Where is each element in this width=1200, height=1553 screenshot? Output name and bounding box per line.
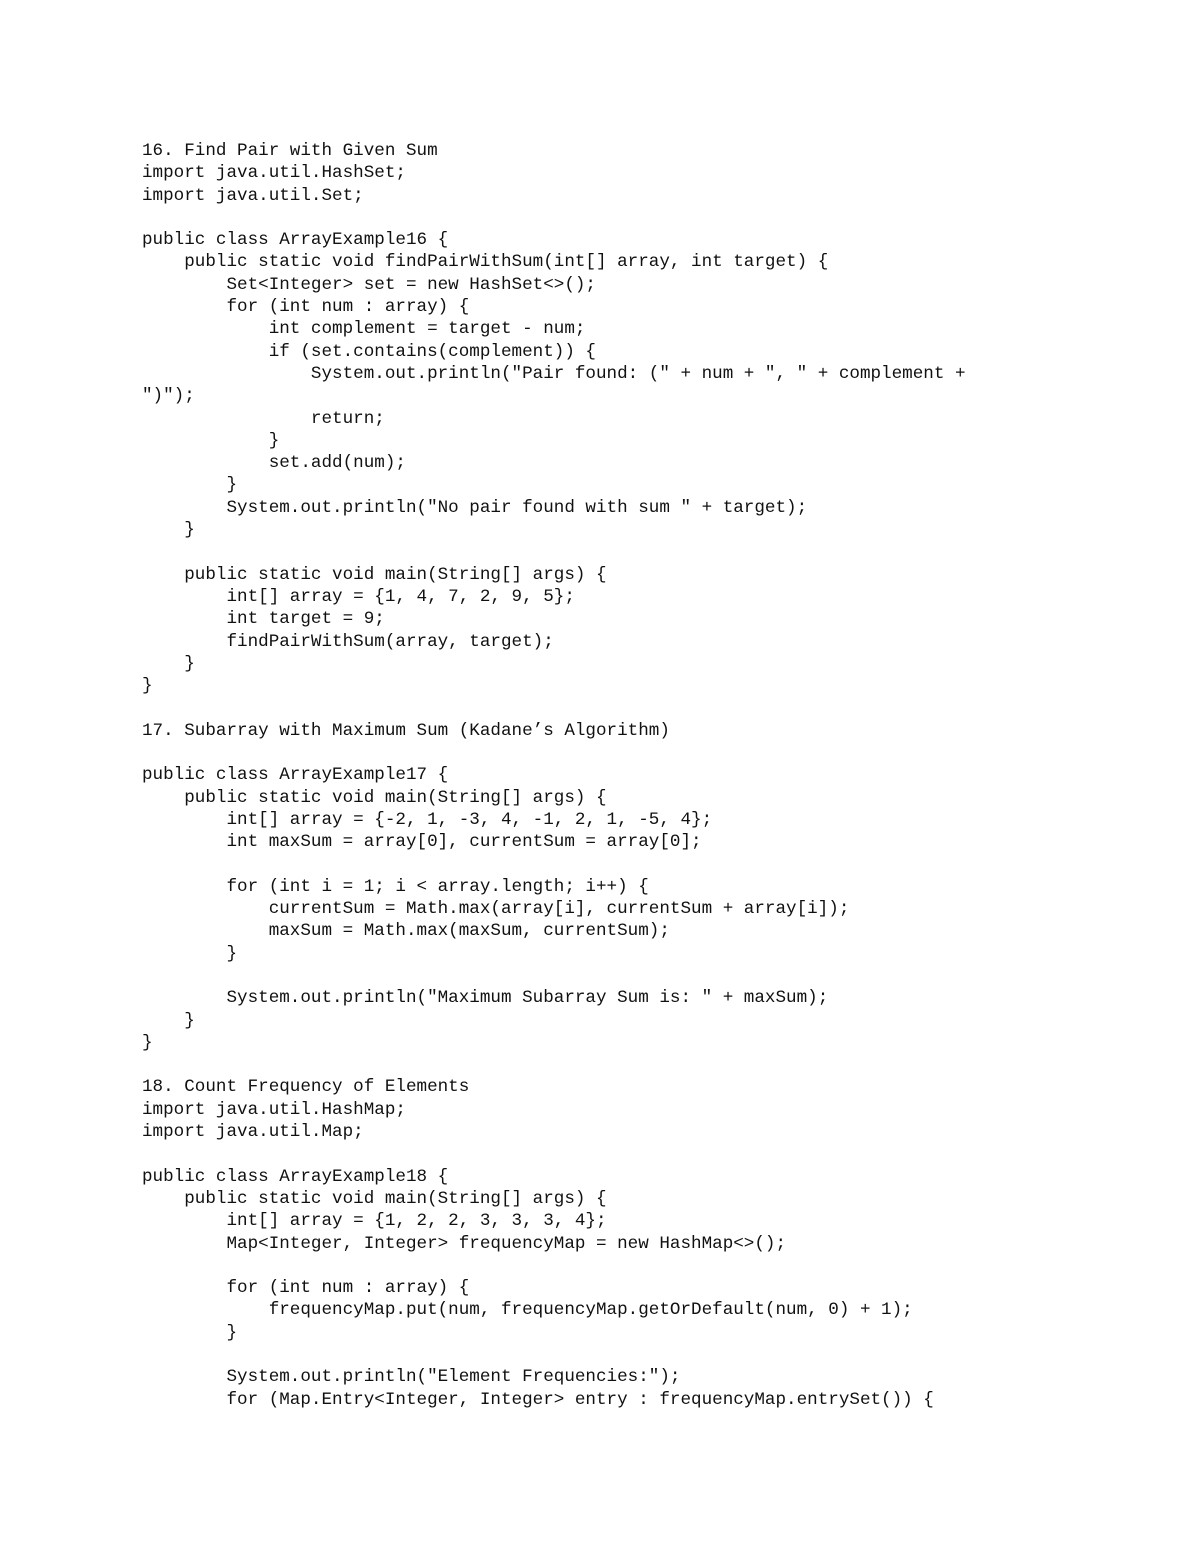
code-line: int complement = target - num; xyxy=(142,319,586,340)
code-line: currentSum = Math.max(array[i], currentSum + array[i]); xyxy=(142,899,850,920)
code-line: System.out.println("Element Frequencies:"); xyxy=(142,1367,681,1388)
blank-line xyxy=(142,1143,1142,1165)
blank-line xyxy=(142,1344,1142,1366)
code-line: for (int num : array) { xyxy=(142,1278,470,1299)
code-line: import java.util.Set; xyxy=(142,185,364,206)
code-line: for (int i = 1; i < array.length; i++) { xyxy=(142,876,649,897)
code-line: public static void main(String[] args) { xyxy=(142,1188,607,1209)
code-listing xyxy=(142,140,1142,1411)
code-line: Set<Integer> set = new HashSet<>(); xyxy=(142,274,596,295)
blank-line xyxy=(142,541,1142,563)
code-line: int maxSum = array[0], currentSum = array[0]; xyxy=(142,832,702,853)
code-line: } xyxy=(142,943,238,964)
blank-line xyxy=(142,207,1142,229)
code-line: public static void main(String[] args) { xyxy=(142,787,607,808)
section-heading-18: 18. Count Frequency of Elements xyxy=(142,1077,470,1098)
blank-line xyxy=(142,697,1142,719)
blank-line xyxy=(142,1054,1142,1076)
code-line: findPairWithSum(array, target); xyxy=(142,631,554,652)
blank-line xyxy=(142,742,1142,764)
code-line: } xyxy=(142,1032,153,1053)
code-line: public class ArrayExample18 { xyxy=(142,1166,449,1187)
section-heading-17: 17. Subarray with Maximum Sum (Kadane’s Algorithm) xyxy=(142,720,670,741)
code-line: } xyxy=(142,520,195,541)
code-line: Map<Integer, Integer> frequencyMap = new HashMap<>(); xyxy=(142,1233,787,1254)
section-heading-16: 16. Find Pair with Given Sum xyxy=(142,141,438,161)
code-line: return; xyxy=(142,408,385,429)
code-line: import java.util.HashMap; xyxy=(142,1099,406,1120)
code-line: System.out.println("Pair found: (" + num + ", " + complement + xyxy=(142,363,966,384)
code-line: } xyxy=(142,1322,238,1343)
code-line: } xyxy=(142,1010,195,1031)
code-line: public static void main(String[] args) { xyxy=(142,564,607,585)
code-line: public static void findPairWithSum(int[] array, int target) { xyxy=(142,252,829,273)
code-line: int[] array = {-2, 1, -3, 4, -1, 2, 1, -5, 4}; xyxy=(142,809,713,830)
code-line: } xyxy=(142,653,195,674)
code-line: public class ArrayExample16 { xyxy=(142,230,449,251)
code-line: } xyxy=(142,676,153,697)
code-line: set.add(num); xyxy=(142,453,406,474)
code-line: for (int num : array) { xyxy=(142,297,470,318)
code-line: int target = 9; xyxy=(142,609,385,630)
code-line: ")"); xyxy=(142,386,195,407)
code-line: System.out.println("Maximum Subarray Sum is: " + maxSum); xyxy=(142,988,829,1009)
blank-line xyxy=(142,1255,1142,1277)
code-line: int[] array = {1, 4, 7, 2, 9, 5}; xyxy=(142,586,575,607)
code-line: frequencyMap.put(num, frequencyMap.getOrDefault(num, 0) + 1); xyxy=(142,1300,913,1321)
code-line: int[] array = {1, 2, 2, 3, 3, 3, 4}; xyxy=(142,1211,607,1232)
code-line: System.out.println("No pair found with sum " + target); xyxy=(142,497,808,518)
code-line: import java.util.HashSet; xyxy=(142,163,406,184)
code-line: import java.util.Map; xyxy=(142,1122,364,1143)
blank-line xyxy=(142,854,1142,876)
code-line: maxSum = Math.max(maxSum, currentSum); xyxy=(142,921,670,942)
code-line: if (set.contains(complement)) { xyxy=(142,341,596,362)
code-line: } xyxy=(142,430,280,451)
code-line: } xyxy=(142,475,238,496)
blank-line xyxy=(142,965,1142,987)
code-line: public class ArrayExample17 { xyxy=(142,765,449,786)
code-line: for (Map.Entry<Integer, Integer> entry : frequencyMap.entrySet()) { xyxy=(142,1389,934,1410)
